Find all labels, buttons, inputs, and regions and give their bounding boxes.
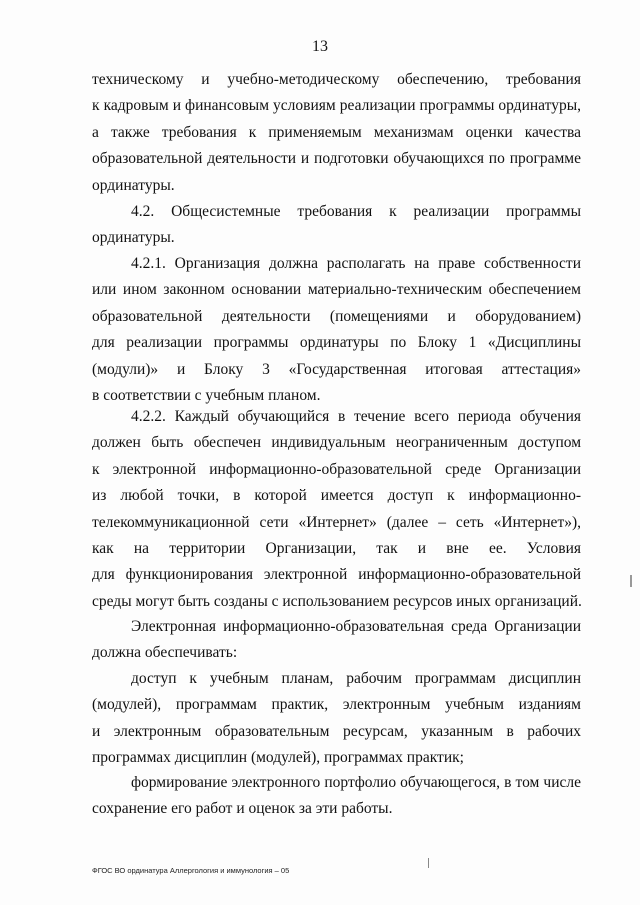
paragraph-line: техническому и учебно-методическому обеспечению, требования	[92, 71, 581, 88]
paragraph-5	[92, 614, 581, 667]
paragraph-line: к кадровым и финансовым условиям реализации программы ординатуры,	[92, 97, 581, 115]
paragraph-line: для функционирования электронной информационно-образовательной	[92, 566, 581, 584]
paragraph-line: среды могут быть созданы с использованием ресурсов иных организаций.	[92, 592, 582, 610]
paragraph-line: Электронная информационно-образовательная среда Организации	[131, 618, 581, 635]
paragraph-line: и электронным образовательным ресурсам, указанным в рабочих	[92, 722, 581, 740]
page-footer: ФГОС ВО ординатура Аллергология и иммунология – 05	[92, 866, 290, 875]
paragraph-line: должна обеспечивать:	[92, 644, 238, 662]
scan-artifact	[428, 858, 429, 868]
paragraph-line: (модулей), программам практик, электронным учебным изданиям	[92, 696, 581, 714]
paragraph-line: сохранение его работ и оценок за эти работы.	[92, 800, 393, 818]
paragraph-line: в соответствии с учебным планом.	[92, 386, 321, 404]
paragraph-line: доступ к учебным планам, рабочим программам дисциплин	[131, 670, 581, 687]
scan-artifact	[630, 575, 632, 587]
paragraph-line: ординатуры.	[92, 229, 175, 247]
paragraph-line: образовательной деятельности и подготовки обучающихся по программе	[92, 150, 581, 168]
paragraph-line: ординатуры.	[92, 176, 175, 194]
paragraph-4	[92, 404, 581, 615]
paragraph-line: (модули)» и Блоку 3 «Государственная итоговая аттестация»	[92, 360, 581, 378]
page-number: 13	[312, 38, 328, 55]
paragraph-line: как на территории Организации, так и вне ее. Условия	[92, 539, 581, 557]
paragraph-line: образовательной деятельности (помещениями и оборудованием)	[92, 307, 581, 325]
paragraph-line: к электронной информационно-образовательной среде Организации	[92, 460, 581, 478]
paragraph-1	[92, 67, 581, 199]
paragraph-line: 4.2.2. Каждый обучающийся в течение всего периода обучения	[131, 408, 581, 425]
paragraph-7	[92, 770, 581, 823]
paragraph-line: должен быть обеспечен индивидуальным неограниченным доступом	[92, 434, 581, 452]
paragraph-line: формирование электронного портфолио обучающегося, в том числе	[131, 774, 581, 791]
paragraph-line: программах дисциплин (модулей), программах практик;	[92, 749, 464, 767]
paragraph-line: 4.2.1. Организация должна располагать на праве собственности	[131, 255, 581, 272]
paragraph-line: а также требования к применяемым механизмам оценки качества	[92, 123, 581, 141]
paragraph-line: для реализации программы ординатуры по Блоку 1 «Дисциплины	[92, 334, 581, 352]
paragraph-line: 4.2. Общесистемные требования к реализации программы	[131, 203, 581, 220]
paragraph-line: или ином законном основании материально-техническим обеспечением	[92, 281, 581, 299]
paragraph-6	[92, 666, 581, 772]
paragraph-3	[92, 251, 581, 409]
paragraph-line: из любой точки, в которой имеется доступ к информационно-	[92, 487, 581, 505]
paragraph-2	[92, 199, 581, 252]
paragraph-line: телекоммуникационной сети «Интернет» (далее – сеть «Интернет»),	[92, 513, 581, 531]
